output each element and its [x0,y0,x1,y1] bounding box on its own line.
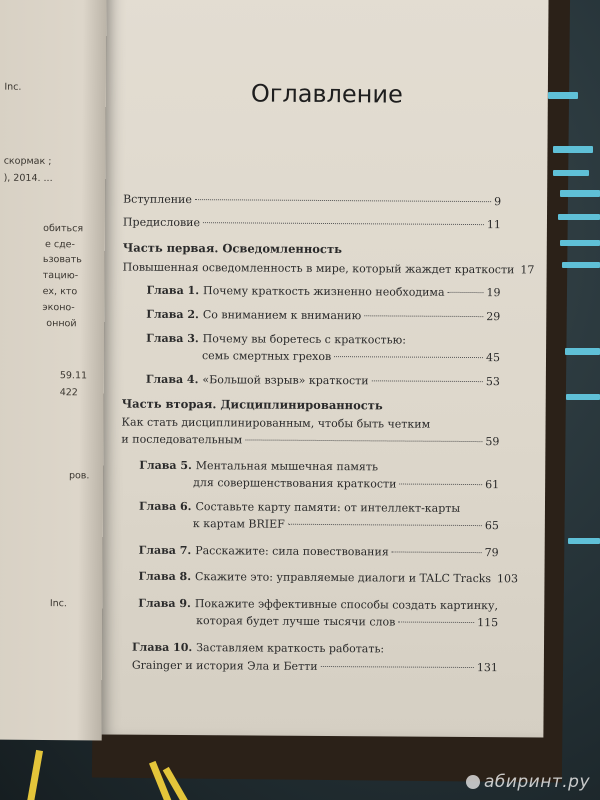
toc-entry-text: Повышенная осведомленность в мире, который жаждет краткости [122,260,515,277]
toc-entry [146,284,500,299]
dot-leader [448,292,484,293]
toc-entry [146,308,500,323]
toc-entry-text: которая будет лучше тысячи слов [196,614,396,629]
toc-page-number: 53 [485,375,500,389]
toc-page-number: 9 [494,195,502,209]
chapter-label: Глава 10. [131,640,193,655]
dot-leader [372,380,483,382]
left-text: Inc. [4,81,22,93]
marker-tab [566,394,600,400]
part-title: Часть вторая. Дисциплинированность [121,396,383,413]
toc-entry-text: для совершенствования краткости [193,476,397,491]
left-text: скормак ; [3,155,52,168]
dot-leader [245,439,482,442]
toc-page-number: 65 [484,519,499,533]
labirint-logo-icon [466,775,480,789]
marker-tab [560,240,600,246]
toc-entry [139,459,499,475]
toc-entry [132,641,498,657]
left-text: 422 [59,387,78,399]
dot-leader [392,551,482,553]
watermark [466,772,590,792]
dot-leader [399,484,482,486]
toc-entry-text: «Большой взрыв» краткости [202,373,369,388]
toc-entry [139,544,499,560]
toc-entry [138,569,519,586]
toc-entry-text: к картам BRIEF [192,517,285,531]
dot-leader [334,356,483,358]
left-text: обиться [43,223,84,235]
chapter-label: Глава 7. [138,543,192,558]
marker-tab [553,146,593,153]
marker-tab [560,190,600,197]
dot-leader [288,524,482,526]
toc-entry-text: семь смертных грехов [201,349,332,364]
chapter-label: Глава 9. [138,596,191,611]
toc-entry [196,614,498,629]
toc-entry-text: Почему вы боретесь с краткостью: [202,332,406,347]
toc-entry [193,517,499,532]
toc-page-number: 115 [477,616,499,630]
left-page [0,0,108,741]
part-title: Часть первая. Осведомленность [122,240,342,257]
toc-entry-text: Со вниманием к вниманию [202,308,362,323]
toc-entry [122,260,535,277]
dot-leader [398,622,474,624]
toc-page-number: 17 [520,263,535,277]
part-heading [122,397,500,414]
toc-entry-text: Предисловие [122,215,201,230]
toc-page-number: 103 [497,572,519,586]
left-text: ров. [68,470,90,482]
marker-tab [565,348,600,355]
left-text: тацию- [42,269,79,282]
toc-entry [139,500,499,516]
marker-tab [568,538,600,544]
dot-leader [364,315,483,317]
chapter-label: Глава 4. [145,372,199,387]
toc-page-number: 11 [486,218,501,232]
toc-entry-text: Составьте карту памяти: от интеллект-карты [195,500,461,515]
marker-tab [558,214,600,220]
left-text: ех, кто [42,285,78,298]
toc-page-number: 79 [484,546,499,560]
toc-entry-text: Расскажите: сила повествования [195,544,389,559]
left-text: 59.11 [59,370,88,382]
left-text: е сде- [44,239,75,251]
chapter-label: Глава 5. [139,458,192,473]
toc-entry-text: Вступление [123,192,192,207]
dot-leader [195,199,491,202]
toc-page-number: 131 [476,661,498,675]
toc-entry [123,193,501,209]
page-title: Оглавление [250,79,403,109]
part-heading [123,241,501,258]
toc-entry [122,416,500,432]
left-text: Inc. [49,598,68,610]
toc-entry-text: Почему краткость жизненно необходима [202,284,445,299]
toc-page-number: 19 [486,286,501,300]
toc-entry-text: Как стать дисциплинированным, чтобы быть четким [121,415,431,431]
left-text: онной [46,318,77,330]
toc-entry-text: Заставляем краткость работать: [196,641,385,656]
watermark-text: абиринт.ру [483,772,590,792]
chapter-label: Глава 1. [146,283,200,298]
toc-entry-text: Grainger и история Эла и Бетти [131,658,318,673]
marker-tab [553,170,589,176]
toc-entry [123,216,501,232]
chapter-label: Глава 3. [146,331,199,346]
dot-leader [321,666,474,668]
toc-entry-text: Покажите эффективные способы создать картинку, [194,597,499,613]
contents-page [101,0,548,738]
left-text: эконо- [42,301,75,314]
marker-tab [548,92,578,99]
toc-page-number: 29 [486,310,501,324]
chapter-label: Глава 8. [138,569,192,584]
toc-entry [193,476,499,491]
toc-page-number: 61 [485,478,500,492]
toc-entry [132,659,498,675]
toc-entry [138,597,498,613]
chapter-label: Глава 6. [138,499,192,514]
chapter-label: Глава 2. [146,307,199,322]
toc-entry [202,349,500,364]
left-text: ), 2014. ... [3,172,53,185]
dot-leader [203,222,484,225]
toc-entry-text: Скажите это: управляемые диалоги и TALC Tracks [195,570,492,586]
left-text: ьзовать [42,253,82,266]
toc-entry-text: Ментальная мышечная память [195,459,379,474]
toc-page-number: 45 [485,351,501,365]
marker-tab [562,262,600,268]
toc-entry-text: и последовательным [121,432,243,447]
toc-page-number: 59 [485,435,500,449]
toc-entry [146,332,500,347]
toc-entry [146,373,500,388]
toc-entry [121,433,499,449]
